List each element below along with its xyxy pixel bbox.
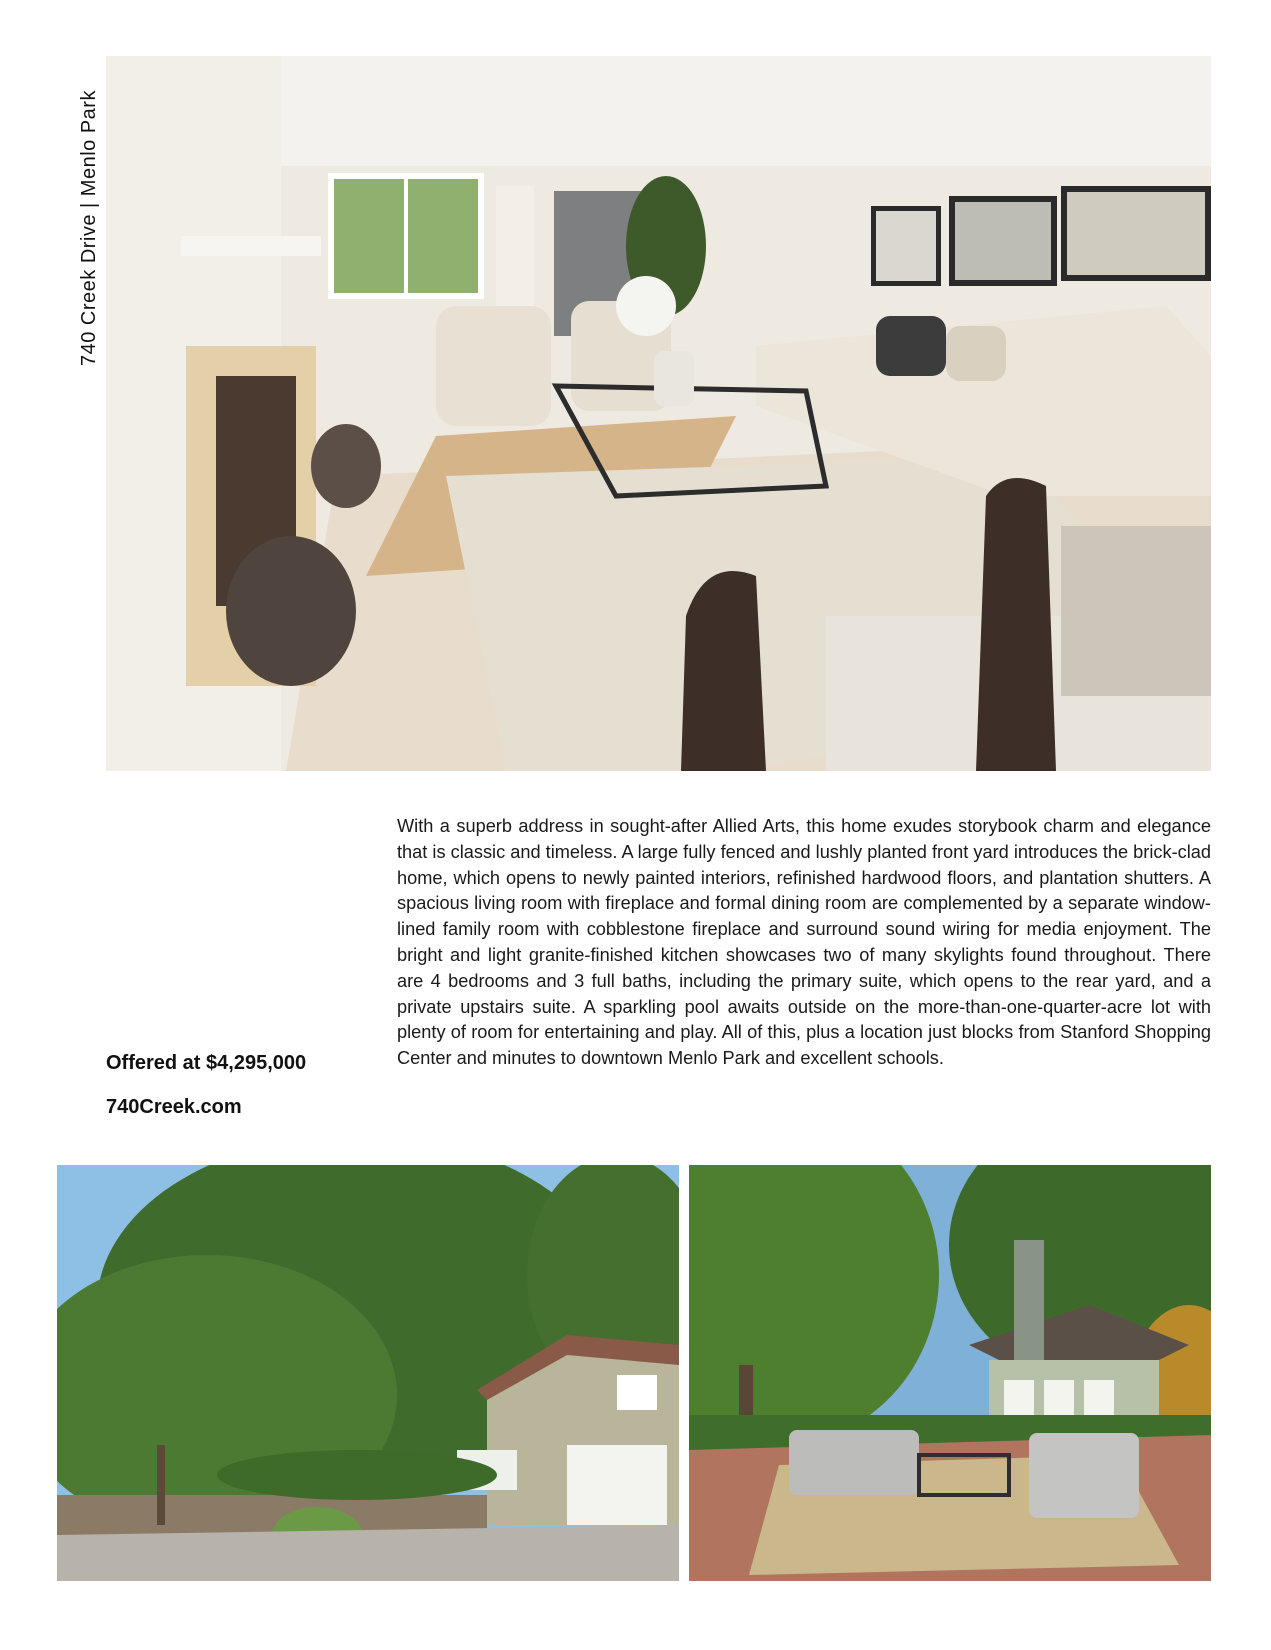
side-address-text: 740 Creek Drive | Menlo Park [78,90,100,366]
front-exterior-photo [57,1165,679,1581]
side-address-label [52,56,100,366]
website-link[interactable]: 740Creek.com [106,1096,242,1118]
price-text: Offered at $4,295,000 [106,1052,307,1074]
living-room-photo [106,56,1211,771]
backyard-patio-photo [689,1165,1211,1581]
property-description: With a superb address in sought-after Allied Arts, this home exudes storybook charm and elegance that is classic and timeless. A large fully fenced and lushly planted front yard introduces the brick-clad home, which opens to newly painted interiors, refinished hardwood floors, and plantation shutters. A spacious living room with fireplace and formal dining room are complemented by a separate window-lined family room with cobblestone fireplace and surround sound wiring for media enjoyment. The bright and light granite-finished kitchen showcases two of many skylights found throughout. There are 4 bedrooms and 3 full baths, including the primary suite, which opens to the rear yard, and a private upstairs suite. A sparkling pool awaits outside on the more-than-one-quarter-acre lot with plenty of room for entertaining and play. All of this, plus a location just blocks from Stanford Shopping Center and minutes to downtown Menlo Park and excellent schools. [397,816,1211,1069]
